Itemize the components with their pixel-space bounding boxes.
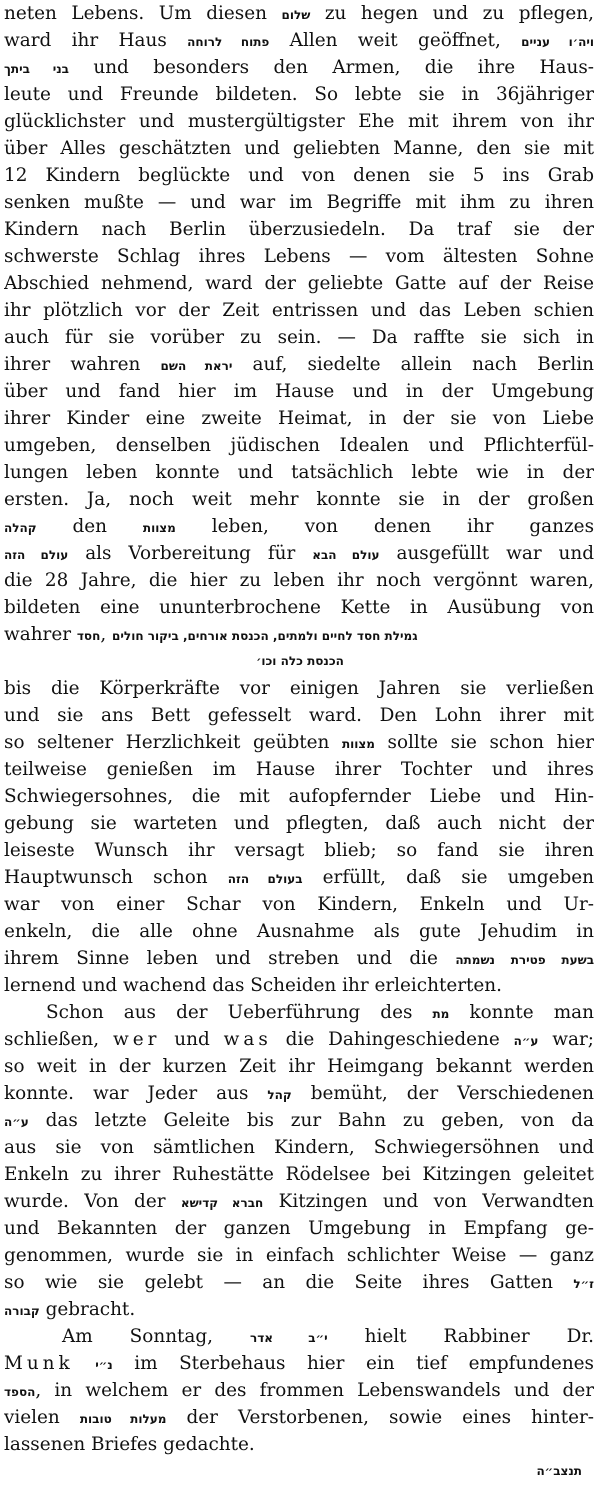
text-line [4,189,594,216]
text-run: Allen weit geöffnet, [269,30,522,51]
text-line [4,405,594,432]
text-run: , [100,624,113,645]
text-run: ihr plötzlich vor der Zeit entrissen und das Leben schien [4,300,594,321]
text-run: ward ihr Haus [4,30,188,51]
text-run: schließen, [4,1029,113,1050]
text-run: im Sterbehaus hier ein tief empfundenes [112,1353,594,1374]
text-run: die Dahingeschiedene [271,1029,514,1050]
hebrew-term: י״ב אדר [249,1331,328,1345]
text-run: Schon aus der Ueberführung des [46,1002,433,1023]
text-run: senken mußte — und war im Begriffe mit ihm zu ihren [4,192,594,213]
text-run: neten Lebens. Um diesen [4,3,282,24]
hebrew-term: חסד [76,629,101,643]
text-line [4,1242,594,1269]
hebrew-term: ע״ה [4,1115,29,1129]
text-line [4,675,594,702]
text-line [4,270,594,297]
text-line [4,567,594,594]
text-line [4,1026,594,1053]
text-run: Abschied nehmend, ward der geliebte Gatte auf der Reise [4,273,594,294]
text-run: ihrer wahren [4,354,161,375]
text-line [4,297,594,324]
text-line [4,1215,594,1242]
hebrew-term: עולם הבא [312,548,380,562]
text-run: konnte man [449,1002,594,1023]
text-line [4,1188,594,1215]
text-line [4,756,594,783]
text-run: vielen [4,1407,80,1428]
text-run: das letzte Geleite bis zur Bahn zu geben, von da [28,1110,594,1131]
text-run: ausgefüllt war und [379,543,594,564]
hebrew-term: קהלה [4,521,37,535]
text-run: bildeten eine ununterbrochene Kette in Ausübung von [4,597,594,618]
text-run: Am Sonntag, [62,1326,250,1347]
hebrew-term: פתוח לרוחה [187,35,270,49]
text-run: , in welchem er des frommen Lebenswandels und der [35,1380,594,1401]
text-line [4,54,594,81]
hebrew-term: ע״ה [513,1034,539,1048]
text-run: sollte sie schon hier [374,732,594,753]
text-run: lungen leben konnte und tatsächlich lebte wie in der [4,462,594,483]
text-run: ersten. Ja, noch weit mehr konnte sie in der großen [4,489,594,510]
text-line [4,1323,594,1350]
text-run: so seltener Herzlichkeit geübten [4,732,342,753]
text-run: gebracht. [39,1299,136,1320]
text-run: den [36,516,143,537]
text-line [4,1431,594,1458]
paragraph-3 [0,999,600,1323]
text-line [4,1404,594,1431]
text-line [4,1377,594,1404]
hebrew-term: ויה׳ו עניים [521,35,594,49]
text-line [4,378,594,405]
text-run: so weit in der kurzen Zeit ihr Heimgang bekannt werden [4,1056,594,1077]
text-line [4,1107,594,1134]
hebrew-term: בני ביתך [4,62,69,76]
text-line [4,108,594,135]
hebrew-term: שלום [281,8,311,22]
text-line [4,702,594,729]
text-run: Munk [4,1353,74,1374]
hebrew-term: קהל [267,1088,292,1102]
text-line [4,540,594,567]
text-run: über und fand hier im Hause und in der Umgebung [4,381,594,402]
text-line [4,621,594,648]
text-run: ihrer Kinder eine zweite Heimat, in der sie von Liebe [4,408,594,429]
text-line [4,1053,594,1080]
text-run: genommen, wurde sie in einfach schlichter Weise — ganz [4,1245,594,1266]
text-run: leute und Freunde bildeten. So lebte sie in 36jähriger [4,84,594,105]
hebrew-term: בעולם הזה [227,872,303,886]
text-run: enkeln, die alle ohne Ausnahme als gute Jehudim in [4,921,594,942]
text-line [4,0,594,27]
text-line [4,729,594,756]
text-run: und [160,1029,224,1050]
text-line [4,1134,594,1161]
text-line [4,1296,594,1323]
hebrew-term: מת [432,1007,450,1021]
text-line [4,459,594,486]
text-line [4,162,594,189]
text-line [4,513,594,540]
text-run: war von einer Schar von Kindern, Enkeln und Ur- [4,894,594,915]
text-run: hielt Rabbiner Dr. [327,1326,594,1347]
text-run: wer [112,1029,161,1050]
text-line [4,594,594,621]
text-run: aus sie von sämtlichen Kindern, Schwiegersöhnen und [4,1137,594,1158]
text-run: und sie ans Bett gefesselt ward. Den Lohn ihrer mit [4,705,594,726]
text-run: Kindern nach Berlin überzusiedeln. Da traf sie der [4,219,594,240]
hebrew-term: עולם הזה [4,548,69,562]
text-line [4,783,594,810]
text-run: Schwiegersohnes, die mit aufopfernder Liebe und Hin- [4,786,594,807]
text-line [4,486,594,513]
text-run: leiseste Wunsch ihr versagt blieb; so fand sie ihren [4,840,594,861]
text-run: leben, von denen ihr ganzes [175,516,594,537]
text-line [4,864,594,891]
text-run: wahrer [4,624,77,645]
text-line [4,891,594,918]
text-line [4,972,594,999]
text-line [4,81,594,108]
hebrew-term: מצוות [142,521,176,535]
hebrew-term: חברא קדישא [180,1196,264,1210]
text-line [4,918,594,945]
text-run: war; [538,1029,594,1050]
text-run: Enkeln zu ihrer Ruhestätte Rödelsee bei Kitzingen geleitet [4,1164,594,1185]
text-line [4,810,594,837]
text-run: wurde. Von der [4,1191,181,1212]
text-line [4,135,594,162]
text-run: Hauptwunsch schon [4,867,228,888]
text-run: so wie sie gelebt — an die Seite ihres Gatten [4,1272,574,1293]
hebrew-term: בשעת פטירת נשמתה [455,953,594,967]
text-run: und Bekannten der ganzen Umgebung in Empfang ge- [4,1218,594,1239]
text-line [4,945,594,972]
text-line [4,837,594,864]
text-run: die 28 Jahre, die hier zu leben ihr noch vergönnt waren, [4,570,594,591]
paragraph-4 [0,1323,600,1458]
text-run [74,1353,96,1374]
text-run: was [223,1029,272,1050]
text-line [4,27,594,54]
text-line [4,1161,594,1188]
text-run: umgeben, denselben jüdischen Idealen und Pflichterfül- [4,435,594,456]
text-run: auch für sie vorüber zu sein. — Da raffte sie sich in [4,327,594,348]
text-run: lassenen Briefes gedachte. [4,1434,255,1455]
text-line [4,1080,594,1107]
hebrew-term: גמילת חסד לחיים ולמתים, הכנסת אורחים, ביקור חולים [112,629,418,643]
text-run: lernend und wachend das Scheiden ihr erleichterten. [4,975,502,996]
text-run: konnte. war Jeder aus [4,1083,268,1104]
paragraph-2 [0,675,600,999]
text-run: der Verstorbenen, sowie eines hinter- [166,1407,594,1428]
text-line [4,216,594,243]
hebrew-term: נ״י [95,1358,113,1372]
text-run: 12 Kindern beglückte und von denen sie 5 ins Grab [4,165,594,186]
text-run: auf, siedelte allein nach Berlin [232,354,594,375]
text-run: Kitzingen und von Verwandten [263,1191,594,1212]
text-line [4,243,594,270]
hebrew-term: ז״ל [573,1277,594,1291]
text-run: über Alles geschätzten und geliebten Manne, den sie mit [4,138,594,159]
text-run: gebung sie warteten und pflegten, daß auch nicht der [4,813,594,834]
text-line [4,1269,594,1296]
closing-abbreviation: תנצב״ה [536,1464,582,1478]
text-line [4,351,594,378]
text-line [4,324,594,351]
text-run: erfüllt, daß sie umgeben [302,867,594,888]
text-run: glücklichster und mustergültigster Ehe mit ihrem von ihr [4,111,594,132]
text-run: bis die Körperkräfte vor einigen Jahren sie verließen [4,678,594,699]
text-run: bemüht, der Verschiedenen [291,1083,594,1104]
paragraph-1 [0,0,600,648]
centered-hebrew-line: הכנסת כלה וכו׳ [256,654,344,668]
text-run: teilweise genießen im Hause ihrer Tochter und ihres [4,759,594,780]
hebrew-term: יראת השם [160,359,233,373]
hebrew-term: מעלות טובות [79,1412,167,1426]
hebrew-term: מצוות [341,737,375,751]
hebrew-term: קבורה [4,1304,40,1318]
text-line [4,999,594,1026]
text-run: als Vorbereitung für [68,543,313,564]
hebrew-term: הספד [4,1385,36,1399]
text-run: und besonders den Armen, die ihre Haus- [68,57,594,78]
text-run: schwerste Schlag ihres Lebens — vom ältesten Sohne [4,246,594,267]
text-run: ihrem Sinne leben und streben und die [4,948,456,969]
text-line [4,1350,594,1377]
text-run: zu hegen und zu pflegen, [310,3,594,24]
text-line [4,432,594,459]
